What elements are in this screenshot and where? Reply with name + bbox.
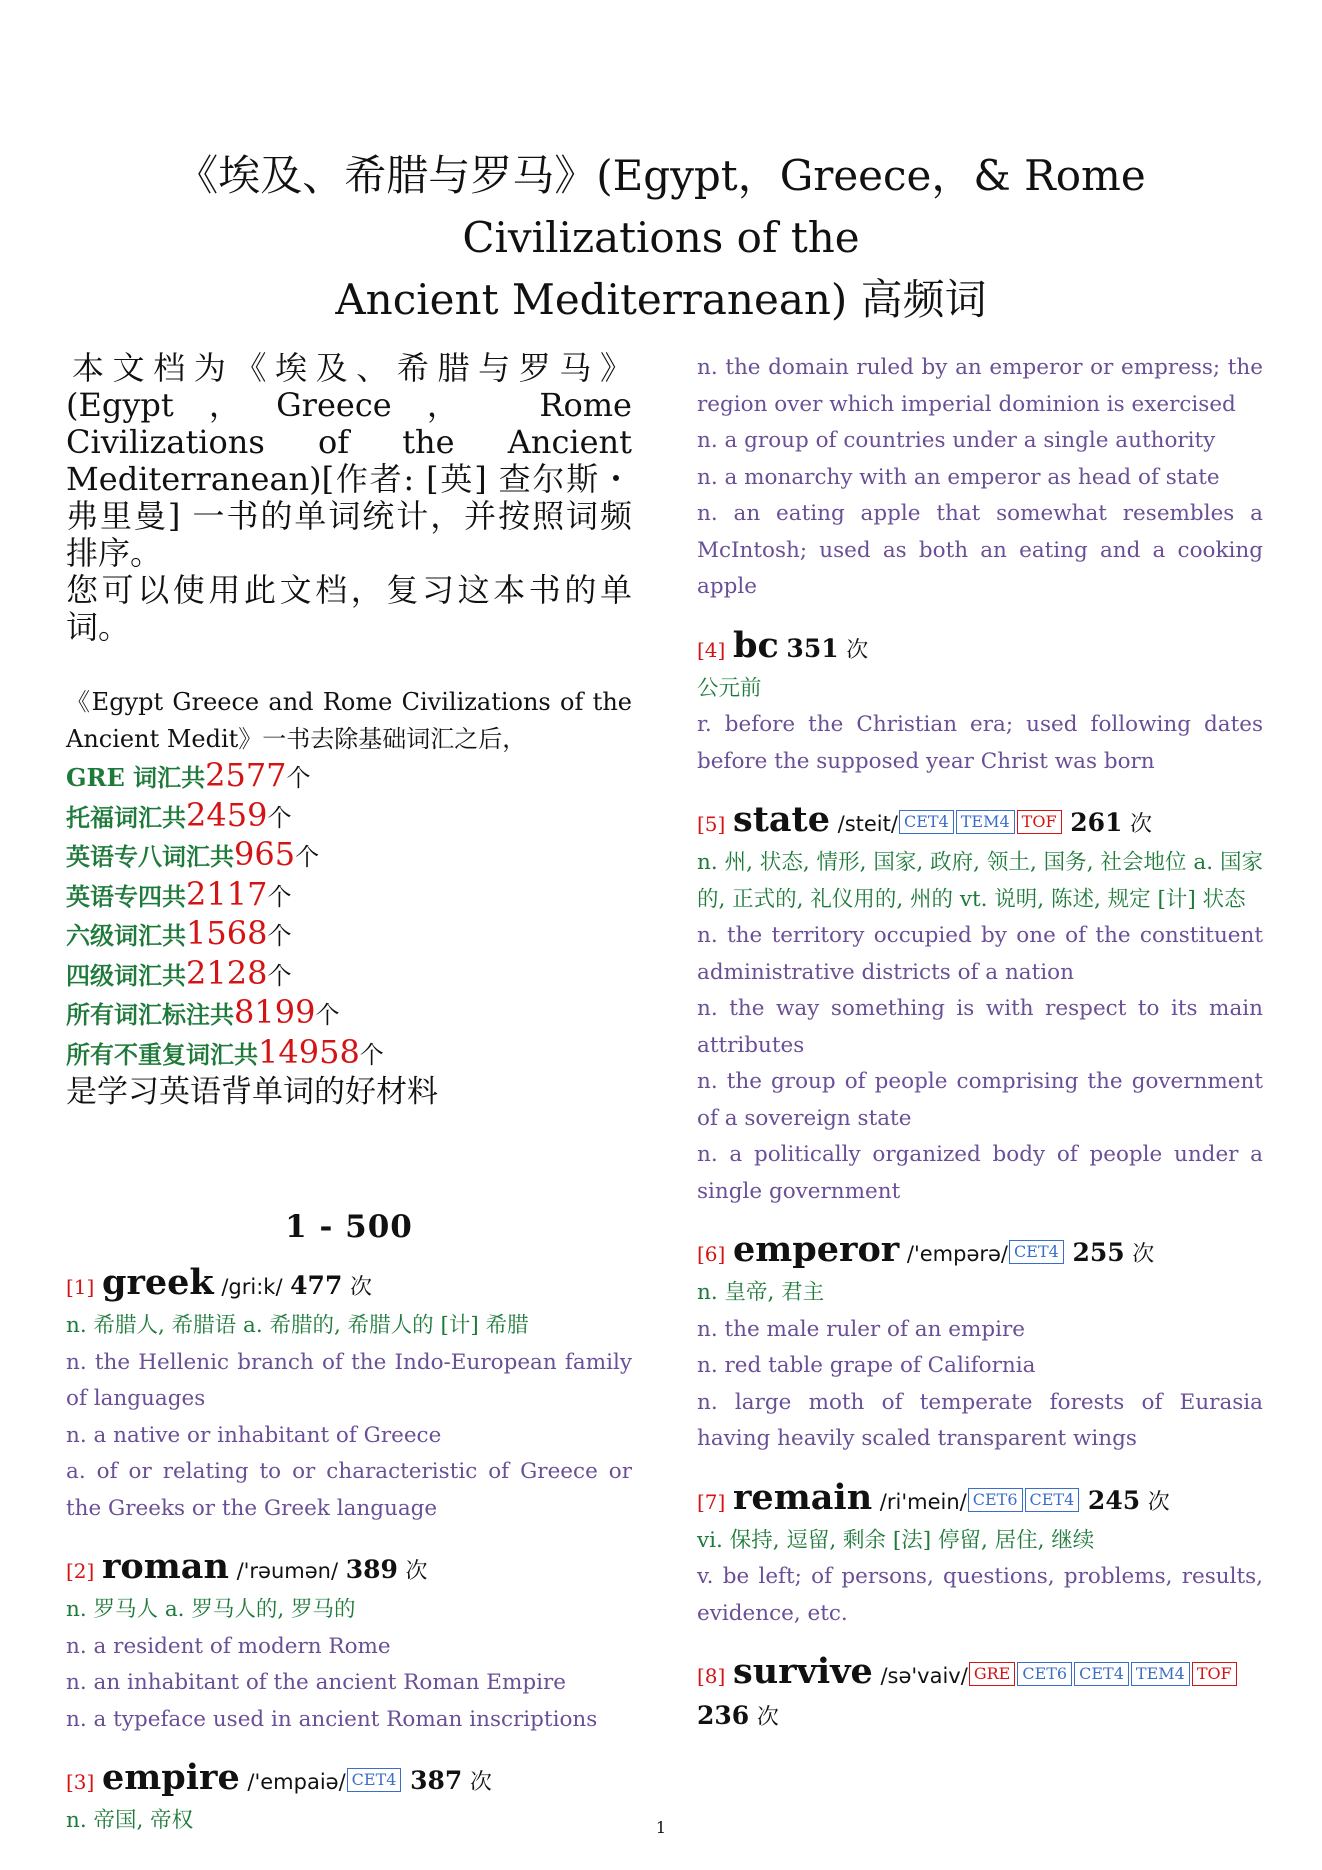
entry-phonetic: /'empərə/ (906, 1242, 1009, 1266)
exam-tag-badge: CET4 (1025, 1488, 1080, 1512)
exam-tag-badge: CET4 (347, 1768, 402, 1792)
entry-english-definition: n. the group of people comprising the government of a sovereign state (697, 1069, 1263, 1131)
entry-count-unit: 次 (1130, 812, 1153, 837)
entry-english-definition: n. a typeface used in ancient Roman inscriptions (66, 1706, 598, 1732)
stats-closing: 是学习英语背单词的好材料 (66, 1074, 438, 1110)
stat-unit: 个 (359, 1040, 384, 1069)
entry-headline (66, 1758, 632, 1803)
stat-line (66, 836, 632, 876)
entry-english-definition: n. an inhabitant of the ancient Roman Empire (66, 1670, 566, 1695)
entry-english-definition: n. a native or inhabitant of Greece (66, 1422, 442, 1448)
stat-label: GRE 词汇共 (66, 763, 206, 792)
entry-headline (697, 1652, 1263, 1738)
entry-count-unit: 次 (405, 1559, 428, 1584)
entry-english-definition: n. red table grape of California (697, 1353, 1036, 1378)
exam-tag-badge: GRE (969, 1662, 1016, 1686)
stat-label: 英语专八词汇共 (66, 842, 234, 871)
stat-value: 965 (234, 835, 296, 873)
stat-line (66, 915, 632, 955)
word-entry (697, 1230, 1263, 1458)
entry-count-unit: 次 (1132, 1242, 1155, 1267)
stat-unit: 个 (267, 922, 292, 950)
entry-headline (697, 1230, 1263, 1275)
entry-phonetic: /'rəumən/ (236, 1559, 339, 1583)
entry-count-unit: 次 (756, 1705, 779, 1730)
entry-english-definition: n. large moth of temperate forests of Eurasia having heavily scaled transparent wings (697, 1389, 1263, 1451)
entry-chinese-definition: 公元前 (697, 675, 762, 701)
entry-count: 351 (786, 633, 839, 663)
entry-chinese-definition: n. 皇帝, 君主 (697, 1280, 825, 1305)
entry-phonetic: /'empaiə/ (247, 1770, 346, 1794)
stats-block (66, 684, 632, 1111)
stat-label: 所有词汇标注共 (66, 1000, 234, 1029)
exam-tag-badge: CET4 (1074, 1662, 1129, 1686)
stat-value: 2117 (186, 874, 268, 913)
exam-tag-badge: CET6 (968, 1488, 1023, 1512)
entry-phonetic: /steit/ (837, 812, 898, 836)
word-entry (697, 350, 1263, 606)
entry-count: 389 (345, 1555, 398, 1584)
entry-headline (697, 626, 1263, 671)
page-title (40, 145, 1282, 331)
stat-value: 2577 (205, 756, 287, 794)
entry-rank: [2] (66, 1559, 95, 1583)
title-line-2: Ancient Mediterranean) 高频词 (335, 275, 987, 324)
intro-paragraph: 本文档为《埃及、希腊与罗马》(Egypt，Greece， Rome Civilizations of the Ancient Mediterranean)[作者: [英] 查尔斯・弗里曼] 一书的单词统计，并按照词频排序。 (66, 349, 632, 572)
stat-unit: 个 (286, 764, 311, 792)
entry-word: bc (732, 624, 779, 666)
word-entry (697, 1652, 1263, 1738)
intro (66, 350, 632, 646)
entry-english-definition: n. the domain ruled by an emperor or empress; the region over which imperial dominion is exercised (697, 355, 1263, 417)
stat-line (66, 1034, 632, 1074)
entry-rank: [4] (697, 637, 726, 662)
exam-tag-badge: CET4 (1009, 1240, 1064, 1264)
entry-headline (66, 1547, 632, 1592)
entry-english-definition: n. a monarchy with an emperor as head of state (697, 464, 1220, 490)
exam-tag-badge: TEM4 (956, 810, 1015, 834)
stat-value: 1568 (186, 914, 268, 952)
entry-rank: [7] (697, 1489, 726, 1514)
word-entry (66, 1547, 632, 1738)
stat-value: 2459 (186, 795, 268, 834)
stats-list (66, 757, 632, 1073)
entry-count: 245 (1087, 1485, 1141, 1515)
stat-unit: 个 (315, 1001, 340, 1029)
entry-count: 477 (290, 1271, 343, 1300)
entry-rank: [8] (697, 1664, 726, 1688)
entry-word: state (732, 799, 830, 840)
entry-count: 236 (697, 1701, 750, 1730)
entry-count-unit: 次 (1147, 1489, 1170, 1515)
entry-english-definition: n. the male ruler of an empire (697, 1316, 1026, 1342)
exam-tag-badge: TEM4 (1131, 1662, 1190, 1686)
entry-english-definition: n. a politically organized body of people under a single government (697, 1142, 1263, 1204)
entry-rank: [5] (697, 812, 726, 836)
exam-tag-badge: TOF (1017, 810, 1062, 834)
word-entry (66, 1263, 632, 1527)
page-number: 1 (655, 1818, 667, 1837)
entry-english-definition: n. the Hellenic branch of the Indo-European family of languages (66, 1349, 632, 1411)
entry-rank: [1] (66, 1275, 95, 1299)
entry-english-definition: n. a group of countries under a single authority (697, 428, 1216, 453)
stat-label: 所有不重复词汇共 (66, 1039, 258, 1069)
word-entry (697, 1478, 1263, 1633)
exam-tag-badge: TOF (1192, 1662, 1237, 1686)
stat-line (66, 757, 632, 797)
entry-chinese-definition: n. 罗马人 a. 罗马人的, 罗马的 (66, 1597, 356, 1622)
range-heading: 1 - 500 (285, 1209, 413, 1245)
stats-lead: 《Egypt Greece and Rome Civilizations of the Ancient Medit》一书去除基础词汇之后， (66, 688, 632, 753)
title-line-1: 《埃及、希腊与罗马》(Egypt，Greece，& Rome Civilizations of the (176, 151, 1146, 262)
entry-english-definition: n. the way something is with respect to its main attributes (697, 996, 1263, 1058)
entry-rank: [6] (697, 1242, 726, 1266)
entry-english-definition: a. of or relating to or characteristic of Greece or the Greeks or the Greek language (66, 1459, 632, 1521)
stat-value: 8199 (234, 993, 316, 1031)
entry-count: 261 (1070, 808, 1123, 837)
stat-unit: 个 (267, 882, 292, 911)
entry-english-definition: n. a resident of modern Rome (66, 1633, 391, 1659)
entry-count: 255 (1072, 1238, 1125, 1267)
entry-chinese-definition: vi. 保持, 逗留, 剩余 [法] 停留, 居住, 继续 (697, 1527, 1095, 1553)
entry-phonetic: /sə'vaiv/ (880, 1664, 968, 1688)
entries-right (697, 350, 1263, 1738)
stat-line (66, 994, 632, 1034)
entry-count: 387 (410, 1766, 463, 1795)
entry-phonetic: /ri'mein/ (879, 1489, 967, 1514)
entry-headline (697, 800, 1263, 845)
stat-line (66, 876, 632, 916)
entry-english-definition: r. before the Christian era; used following dates before the supposed year Christ was born (697, 712, 1263, 774)
stat-unit: 个 (267, 803, 292, 832)
entries-left (66, 1263, 632, 1840)
stat-label: 六级词汇共 (66, 921, 186, 950)
exam-tag-badge: CET4 (899, 810, 954, 834)
left-column (66, 350, 632, 1840)
entry-word: greek (101, 1262, 214, 1303)
stat-value: 14958 (258, 1032, 360, 1071)
stat-value: 2128 (186, 953, 268, 992)
stat-label: 四级词汇共 (66, 960, 186, 990)
exam-tag-badge: CET6 (1017, 1662, 1072, 1686)
entry-english-definition: n. the territory occupied by one of the constituent administrative districts of a nation (697, 923, 1263, 985)
entry-english-definition: n. an eating apple that somewhat resembles a McIntosh; used as both an eating and a cooking apple (697, 501, 1263, 599)
entry-english-definition: v. be left; of persons, questions, problems, results, evidence, etc. (697, 1564, 1263, 1626)
entry-word: roman (101, 1546, 229, 1587)
entry-word: survive (732, 1651, 873, 1692)
stat-unit: 个 (267, 961, 292, 990)
stat-label: 托福词汇共 (66, 802, 186, 832)
entry-chinese-definition: n. 帝国, 帝权 (66, 1808, 194, 1833)
entry-rank: [3] (66, 1770, 95, 1794)
entry-chinese-definition: n. 州, 状态, 情形, 国家, 政府, 领土, 国务, 社会地位 a. 国家的, 正式的, 礼仪用的, 州的 vt. 说明, 陈述, 规定 [计] 状态 (697, 850, 1263, 912)
entry-word: empire (101, 1757, 240, 1798)
entry-headline (697, 1478, 1263, 1523)
stat-line (66, 955, 632, 995)
entry-word: emperor (732, 1229, 900, 1270)
stat-line (66, 797, 632, 837)
entry-count-unit: 次 (846, 637, 869, 663)
intro-paragraph: 您可以使用此文档，复习这本书的单词。 (66, 571, 632, 646)
stat-label: 英语专四共 (66, 881, 186, 911)
entry-headline (66, 1263, 632, 1308)
word-entry (697, 626, 1263, 781)
entry-count-unit: 次 (349, 1275, 372, 1300)
stat-unit: 个 (295, 843, 320, 871)
entry-chinese-definition: n. 希腊人, 希腊语 a. 希腊的, 希腊人的 [计] 希腊 (66, 1313, 529, 1338)
word-entry (697, 800, 1263, 1210)
right-column (697, 350, 1263, 1758)
entry-phonetic: /gri:k/ (221, 1275, 283, 1299)
entry-word: remain (732, 1476, 873, 1518)
entry-count-unit: 次 (469, 1770, 492, 1795)
